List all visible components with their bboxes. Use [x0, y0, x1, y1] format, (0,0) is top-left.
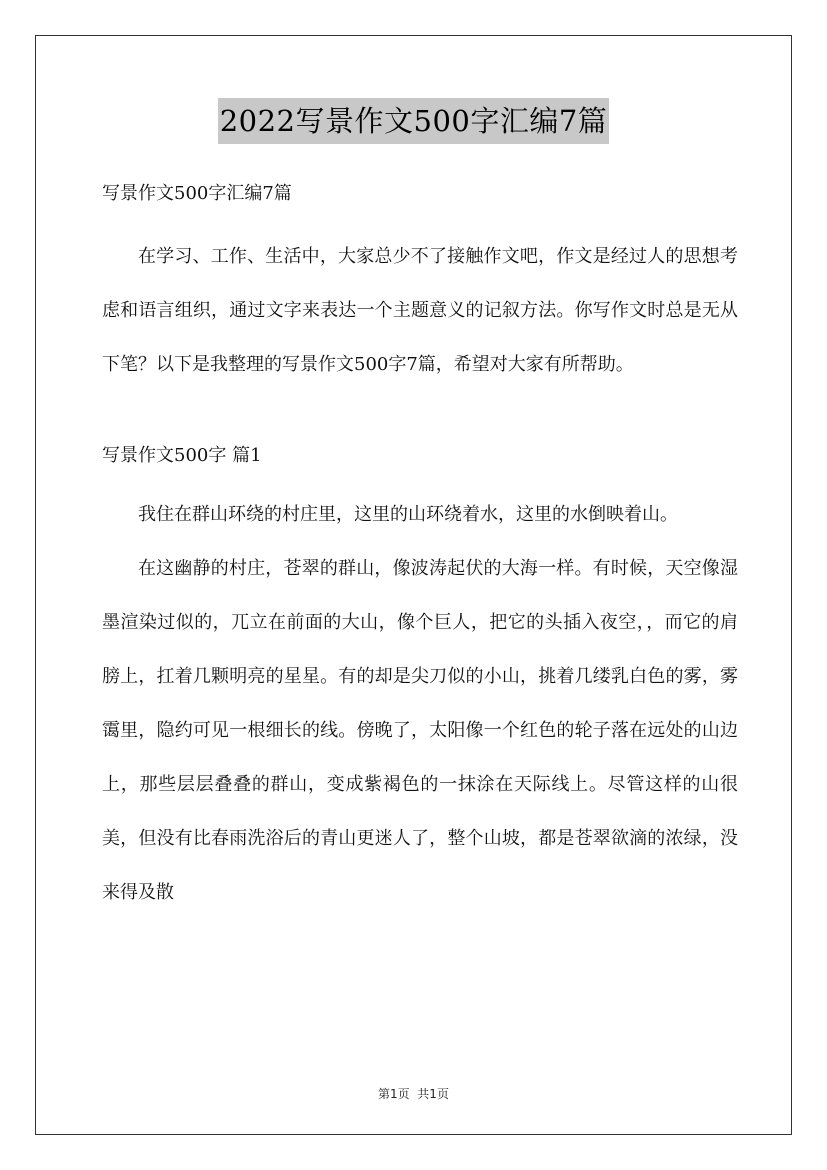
intro-paragraph: 在学习、工作、生活中，大家总少不了接触作文吧，作文是经过人的思想考虑和语言组织，通过文字来表达一个主题意义的记叙方法。你写作文时总是无从下笔？以下是我整理的写景作文500字7篇，希望对大家有所帮助。: [102, 246, 738, 375]
page-footer: 第1页 共1页: [378, 1087, 449, 1101]
document-subtitle: 写景作文500字汇编7篇: [102, 183, 292, 204]
section-heading: 写景作文500字 篇1: [102, 445, 262, 466]
section-paragraph: 在这幽静的村庄，苍翠的群山，像波涛起伏的大海一样。有时候，天空像湿墨渲染过似的，兀立在前面的大山，像个巨人，把它的头插入夜空，，而它的肩膀上，扛着几颗明亮的星星。有的却是尖刀似的小山，挑着几缕乳白色的雾，雾霭里，隐约可见一根细长的线。傍晚了，太阳像一个红色的轮子落在远处的山边上，那些层层叠叠的群山，变成紫褐色的一抹涂在天际线上。尽管这样的山很美，但没有比春雨洗浴后的青山更迷人了，整个山坡，都是苍翠欲滴的浓绿，没来得及散: [102, 558, 738, 903]
document-body: [102, 180, 738, 920]
document-title: 2022写景作文500字汇编7篇: [218, 98, 610, 144]
section-paragraph: 我住在群山环绕的村庄里，这里的山环绕着水，这里的水倒映着山。: [138, 504, 678, 525]
title-container: [0, 98, 827, 144]
